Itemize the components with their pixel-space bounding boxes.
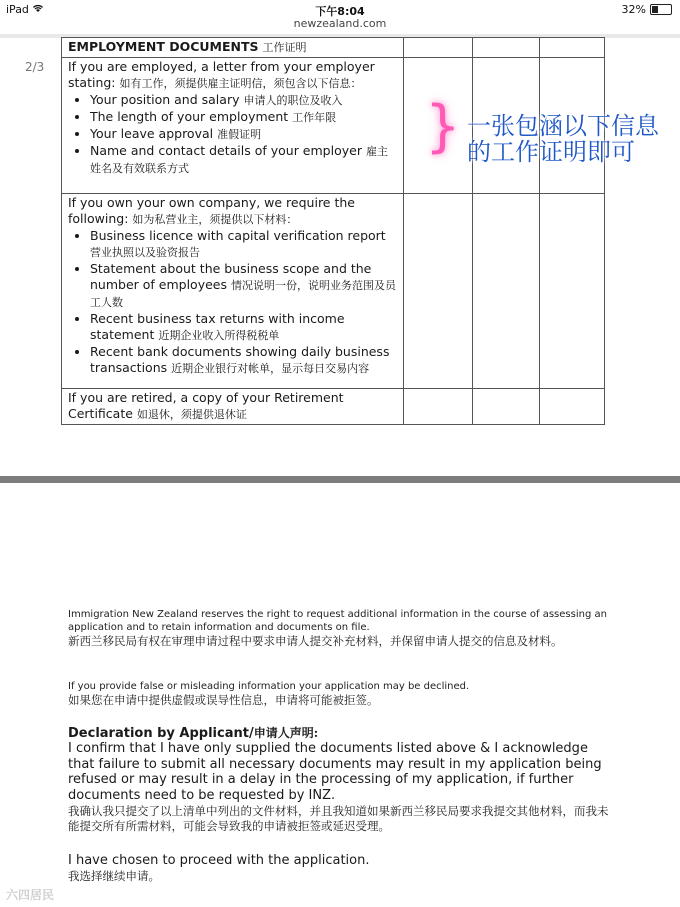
table-header-cell xyxy=(62,38,404,58)
table-row xyxy=(62,194,605,389)
list-item: • Recent business tax returns with income statement 近期企业收入所得税税单 xyxy=(90,311,397,344)
check-cell xyxy=(404,38,473,58)
page-number: 2/3 xyxy=(25,60,45,74)
warning-en: If you provide false or misleading information your application may be declined. xyxy=(68,681,470,692)
check-cell xyxy=(473,389,540,425)
check-cell xyxy=(473,194,540,389)
declaration-en: I confirm that I have only supplied the documents listed above & I acknowledge that failure to submit all necessary documents may result in my application being refused or may result in a delay in the processing of my application, if further documents need to be requested by INZ. xyxy=(68,741,602,803)
documents-table xyxy=(61,37,605,425)
check-cell xyxy=(540,38,605,58)
url-bar[interactable]: newzealand.com xyxy=(293,17,387,30)
proceed-zh: 我选择继续申请。 xyxy=(68,869,160,883)
check-cell xyxy=(473,38,540,58)
employed-list xyxy=(68,92,397,177)
check-cell xyxy=(404,389,473,425)
section-title-zh: 工作证明 xyxy=(262,41,307,54)
check-cell xyxy=(540,194,605,389)
own-company-list xyxy=(68,228,397,377)
list-item: • Statement about the business scope and the number of employees 情况说明一份，说明业务范围及员工人数 xyxy=(90,261,397,311)
battery-percent: 32% xyxy=(621,3,646,16)
employed-cell xyxy=(62,58,404,194)
own-company-intro: If you own your own company, we require the following: 如为私营业主，须提供以下材料： xyxy=(68,195,355,226)
table-row xyxy=(62,389,605,425)
section-title: EMPLOYMENT DOCUMENTS xyxy=(68,39,259,54)
list-item: • Business licence with capital verification report 营业执照以及验资报告 xyxy=(90,228,397,261)
list-item: • Recent bank documents showing daily business transactions 近期企业银行对帐单，显示每日交易内容 xyxy=(90,344,397,377)
device-label: iPad xyxy=(6,3,29,16)
list-item: • Your leave approval 准假证明 xyxy=(90,126,397,143)
page-divider xyxy=(0,476,680,483)
check-cell xyxy=(404,194,473,389)
status-time: 下午8:04 xyxy=(315,5,365,18)
proceed-en: I have chosen to proceed with the application. xyxy=(68,853,370,868)
declaration-title: Declaration by Applicant/申请人声明: xyxy=(68,726,319,741)
annotation-text: 一张包涵以下信息 的工作证明即可 xyxy=(467,112,659,166)
list-item: • The length of your employment 工作年限 xyxy=(90,109,397,126)
brace-icon: } xyxy=(425,94,461,159)
list-item: • Your position and salary 申请人的职位及收入 xyxy=(90,92,397,109)
employed-intro: If you are employed, a letter from your employer stating: 如有工作，须提供雇主证明信，须包含以下信息： xyxy=(68,59,375,90)
list-item: • Name and contact details of your employer 雇主姓名及有效联系方式 xyxy=(90,143,397,177)
table-row xyxy=(62,38,605,58)
retired-cell: If you are retired, a copy of your Retirement Certificate 如退休，须提供退休证 xyxy=(62,389,404,425)
notice-en: Immigration New Zealand reserves the right to request additional information in the course of assessing an application and to retain information and documents on file. xyxy=(68,609,607,633)
battery-icon xyxy=(650,4,672,15)
status-right xyxy=(622,3,672,16)
check-cell xyxy=(540,389,605,425)
notice-zh: 新西兰移民局有权在审理申请过程中要求申请人提交补充材料，并保留申请人提交的信息及材料。 xyxy=(68,634,563,648)
declaration-zh: 我确认我只提交了以上清单中列出的文件材料，并且我知道如果新西兰移民局要求我提交其他材料，而我未能提交所有所需材料，可能会导致我的申请被拒签或延迟受理。 xyxy=(68,804,609,833)
watermark-logo: 六四居民 xyxy=(6,888,55,902)
warning-zh: 如果您在申请中提供虚假或误导性信息，申请将可能被拒签。 xyxy=(68,693,379,707)
own-company-cell xyxy=(62,194,404,389)
